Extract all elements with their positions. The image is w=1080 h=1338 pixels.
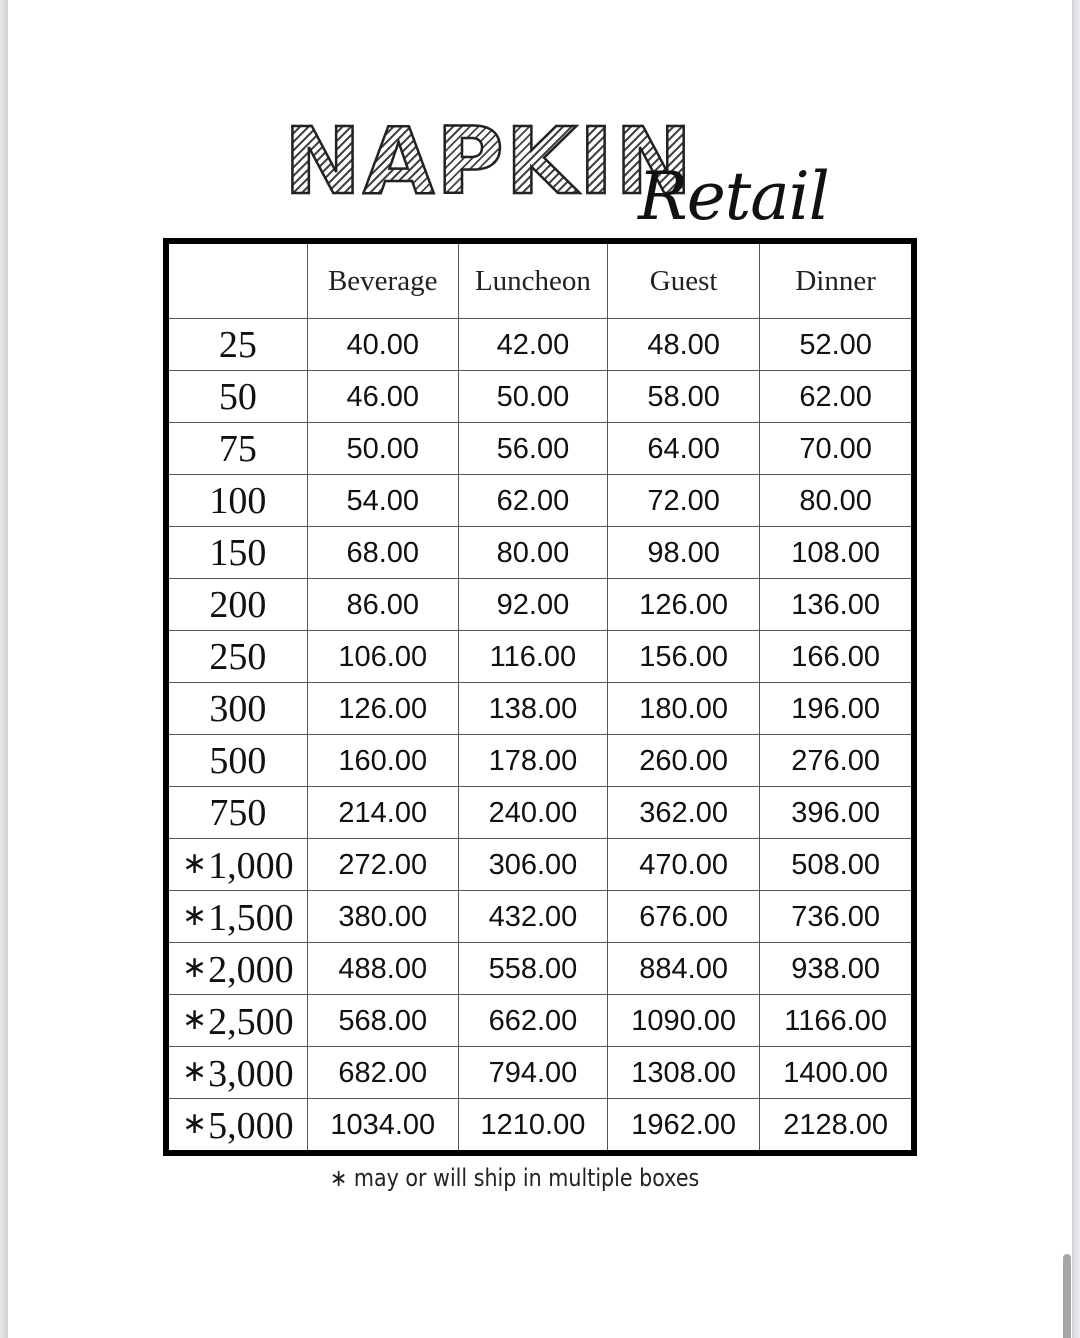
asterisk-icon: ∗ [181, 898, 208, 932]
table-row [166, 527, 914, 579]
price-cell-luncheon: 306.00 [458, 839, 607, 891]
quantity-cell [166, 631, 307, 683]
table-row [166, 891, 914, 943]
price-cell-beverage: 106.00 [307, 631, 458, 683]
price-cell-dinner: 736.00 [760, 891, 914, 943]
quantity-cell [166, 891, 307, 943]
price-cell-luncheon: 62.00 [458, 475, 607, 527]
price-cell-dinner: 1166.00 [760, 995, 914, 1047]
price-cell-guest: 64.00 [608, 423, 760, 475]
quantity-value: 2,000 [208, 948, 294, 991]
price-cell-beverage: 488.00 [307, 943, 458, 995]
price-cell-luncheon: 558.00 [458, 943, 607, 995]
quantity-value: 2,500 [208, 1000, 294, 1043]
table-row [166, 423, 914, 475]
quantity-cell [166, 371, 307, 423]
price-cell-dinner: 938.00 [760, 943, 914, 995]
quantity-value: 100 [209, 479, 267, 522]
page-title [280, 108, 840, 243]
footnote: ∗ may or will ship in multiple boxes [330, 1164, 700, 1192]
price-cell-luncheon: 92.00 [458, 579, 607, 631]
price-cell-beverage: 272.00 [307, 839, 458, 891]
quantity-value: 200 [209, 583, 267, 626]
quantity-cell [166, 787, 307, 839]
header-luncheon: Luncheon [458, 241, 607, 319]
price-cell-guest: 1090.00 [608, 995, 760, 1047]
price-cell-dinner: 108.00 [760, 527, 914, 579]
table-row [166, 631, 914, 683]
table-body [166, 319, 914, 1154]
table-row [166, 735, 914, 787]
price-cell-luncheon: 794.00 [458, 1047, 607, 1099]
price-cell-luncheon: 240.00 [458, 787, 607, 839]
table-row [166, 943, 914, 995]
price-cell-dinner: 80.00 [760, 475, 914, 527]
table-row [166, 1047, 914, 1099]
price-cell-luncheon: 42.00 [458, 319, 607, 371]
table-row [166, 475, 914, 527]
table-row [166, 995, 914, 1047]
price-cell-dinner: 70.00 [760, 423, 914, 475]
quantity-value: 750 [209, 791, 267, 834]
quantity-cell [166, 839, 307, 891]
price-cell-beverage: 50.00 [307, 423, 458, 475]
price-cell-guest: 48.00 [608, 319, 760, 371]
quantity-cell [166, 1047, 307, 1099]
title-retail: Retail [638, 158, 829, 235]
price-cell-guest: 1962.00 [608, 1099, 760, 1154]
quantity-cell [166, 683, 307, 735]
price-cell-beverage: 1034.00 [307, 1099, 458, 1154]
price-cell-luncheon: 50.00 [458, 371, 607, 423]
quantity-cell [166, 423, 307, 475]
price-cell-guest: 260.00 [608, 735, 760, 787]
asterisk-icon: ∗ [181, 846, 208, 880]
quantity-value: 3,000 [208, 1052, 294, 1095]
price-table [163, 238, 917, 1156]
price-cell-guest: 98.00 [608, 527, 760, 579]
price-cell-beverage: 40.00 [307, 319, 458, 371]
quantity-value: 1,500 [208, 896, 294, 939]
price-cell-beverage: 126.00 [307, 683, 458, 735]
price-cell-beverage: 54.00 [307, 475, 458, 527]
price-cell-guest: 180.00 [608, 683, 760, 735]
asterisk-icon: ∗ [181, 950, 208, 984]
price-cell-beverage: 68.00 [307, 527, 458, 579]
quantity-value: 150 [209, 531, 267, 574]
quantity-value: 500 [209, 739, 267, 782]
quantity-value: 75 [218, 427, 257, 470]
price-cell-luncheon: 138.00 [458, 683, 607, 735]
header-beverage: Beverage [307, 241, 458, 319]
price-cell-luncheon: 432.00 [458, 891, 607, 943]
table-row [166, 319, 914, 371]
price-cell-dinner: 196.00 [760, 683, 914, 735]
table-row [166, 371, 914, 423]
quantity-cell [166, 735, 307, 787]
price-cell-dinner: 2128.00 [760, 1099, 914, 1154]
price-cell-luncheon: 1210.00 [458, 1099, 607, 1154]
quantity-cell [166, 579, 307, 631]
price-cell-beverage: 682.00 [307, 1047, 458, 1099]
header-dinner: Dinner [760, 241, 914, 319]
quantity-cell [166, 995, 307, 1047]
price-cell-guest: 470.00 [608, 839, 760, 891]
page-edge-left [0, 0, 8, 1338]
price-cell-dinner: 166.00 [760, 631, 914, 683]
price-cell-beverage: 86.00 [307, 579, 458, 631]
price-cell-beverage: 380.00 [307, 891, 458, 943]
title-napkin: NAPKIN [284, 108, 695, 215]
price-cell-luncheon: 178.00 [458, 735, 607, 787]
header-row [166, 241, 914, 319]
price-cell-dinner: 52.00 [760, 319, 914, 371]
price-cell-guest: 362.00 [608, 787, 760, 839]
table-row [166, 683, 914, 735]
price-cell-luncheon: 662.00 [458, 995, 607, 1047]
quantity-value: 25 [218, 323, 257, 366]
price-cell-beverage: 214.00 [307, 787, 458, 839]
table-row [166, 839, 914, 891]
price-cell-luncheon: 56.00 [458, 423, 607, 475]
asterisk-icon: ∗ [181, 1054, 208, 1088]
quantity-value: 50 [218, 375, 257, 418]
price-cell-beverage: 46.00 [307, 371, 458, 423]
price-cell-guest: 156.00 [608, 631, 760, 683]
price-cell-beverage: 568.00 [307, 995, 458, 1047]
quantity-cell [166, 319, 307, 371]
price-cell-guest: 884.00 [608, 943, 760, 995]
quantity-value: 300 [209, 687, 267, 730]
table-row [166, 1099, 914, 1154]
table-row [166, 579, 914, 631]
asterisk-icon: ∗ [181, 1106, 208, 1140]
quantity-cell [166, 475, 307, 527]
table-row [166, 787, 914, 839]
price-cell-dinner: 62.00 [760, 371, 914, 423]
price-cell-dinner: 396.00 [760, 787, 914, 839]
asterisk-icon: ∗ [181, 1002, 208, 1036]
scrollbar-thumb[interactable] [1063, 1254, 1071, 1338]
price-cell-guest: 58.00 [608, 371, 760, 423]
price-cell-dinner: 136.00 [760, 579, 914, 631]
price-cell-guest: 126.00 [608, 579, 760, 631]
quantity-value: 250 [209, 635, 267, 678]
price-cell-luncheon: 80.00 [458, 527, 607, 579]
price-cell-dinner: 1400.00 [760, 1047, 914, 1099]
quantity-value: 5,000 [208, 1104, 294, 1147]
price-cell-dinner: 276.00 [760, 735, 914, 787]
header-guest: Guest [608, 241, 760, 319]
quantity-cell [166, 1099, 307, 1154]
price-cell-guest: 676.00 [608, 891, 760, 943]
page-edge-right [1072, 0, 1080, 1338]
header-quantity [166, 241, 307, 319]
price-cell-guest: 1308.00 [608, 1047, 760, 1099]
quantity-cell [166, 943, 307, 995]
price-cell-beverage: 160.00 [307, 735, 458, 787]
price-cell-luncheon: 116.00 [458, 631, 607, 683]
quantity-cell [166, 527, 307, 579]
price-cell-guest: 72.00 [608, 475, 760, 527]
price-cell-dinner: 508.00 [760, 839, 914, 891]
quantity-value: 1,000 [208, 844, 294, 887]
